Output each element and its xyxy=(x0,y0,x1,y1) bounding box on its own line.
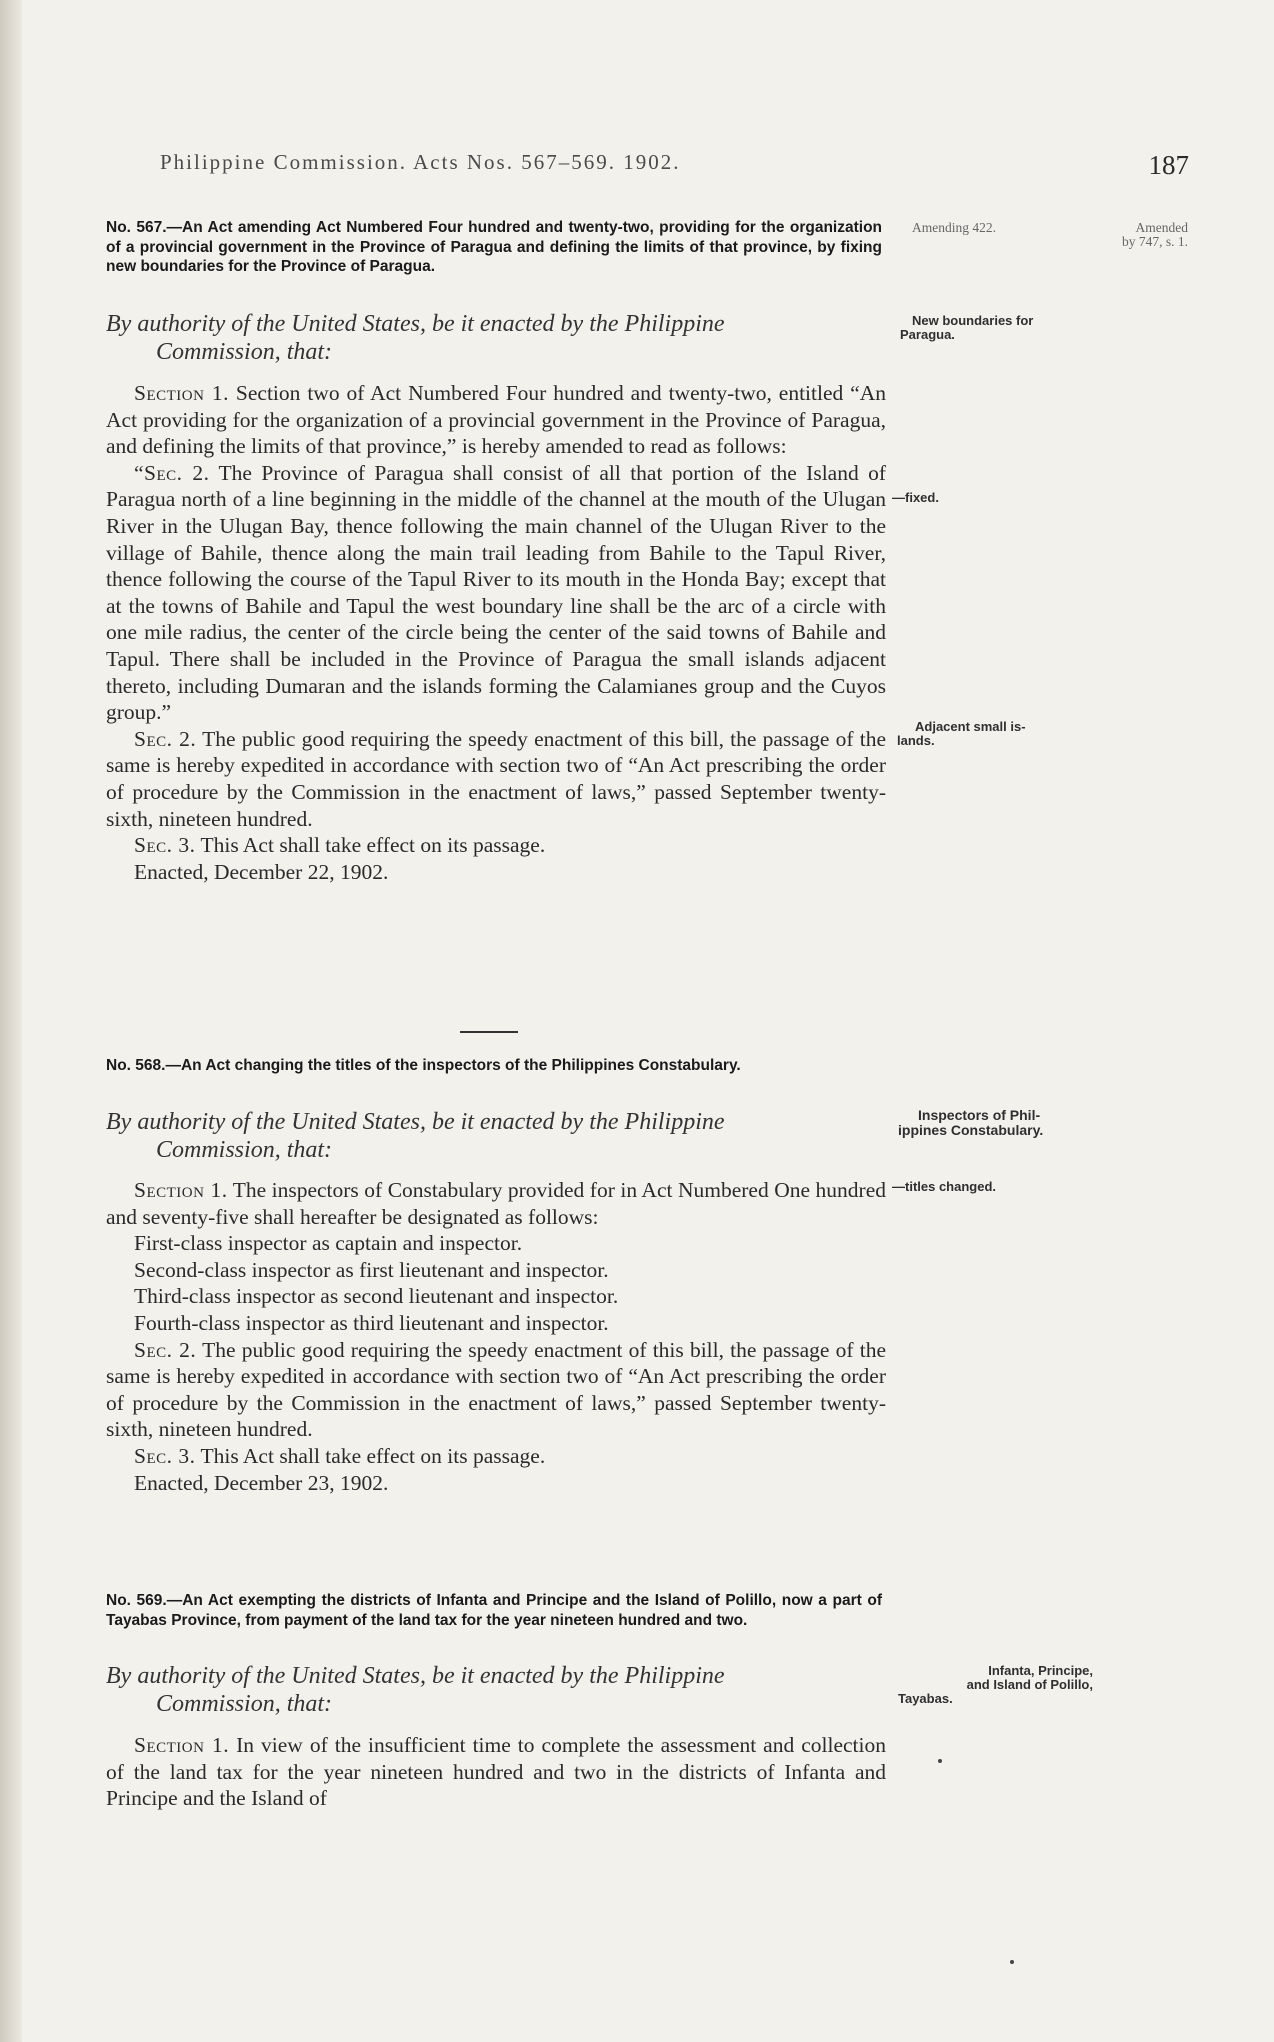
binding-gutter xyxy=(0,0,22,2042)
margin-note-infanta-line-3: Tayabas. xyxy=(898,1691,953,1706)
act-568-section-3 xyxy=(106,1443,886,1470)
margin-note-infanta-line-1: Infanta, Principe, xyxy=(988,1663,1093,1678)
act-567-enacting-clause xyxy=(106,310,886,366)
act-569-number: No. 569. xyxy=(106,1592,167,1609)
act-568-title xyxy=(106,1056,882,1076)
scan-speck xyxy=(938,1759,942,1763)
section-text: Section two of Act Numbered Four hundred and twenty-two, entitled “An Act providing for the organization of a provincial government in the Province of Paragua, and defining the limits of that province,” is hereby amended to read as follows: xyxy=(106,381,887,459)
designation-item: Third-class inspector as second lieutenant and inspector. xyxy=(134,1284,619,1309)
act-567-title xyxy=(106,218,882,277)
section-label: “Sec. 2. xyxy=(134,460,210,485)
margin-note-boundaries-line-2: Paragua. xyxy=(900,327,955,342)
margin-note-new-boundaries xyxy=(900,314,1033,342)
section-divider xyxy=(460,1031,518,1033)
running-head: Philippine Commission. Acts Nos. 567–569. 1902. xyxy=(160,150,681,174)
section-label: Sec. 2. xyxy=(134,1337,197,1362)
designation-item: First-class inspector as captain and inspector. xyxy=(134,1231,523,1256)
margin-note-adjacent-islands xyxy=(897,720,1026,748)
page-number: 187 xyxy=(1148,150,1189,180)
section-text: The Province of Paragua shall consist of all that portion of the Island of Paragua north of a line beginning in the middle of the channel at the mouth of the Ulugan River in the Ulugan Bay, thence following the main channel of the Ulugan River to the village of Bahile, thence along the main trail leading from Bahile to the Tapul River, thence following the course of the Tapul River to its mouth in the Honda Bay; except that at the towns of Bahile and Tapul the west boundary line shall be the arc of a circle with one mile radius, the center of the circle being the center of the said towns of Bahile and Tapul. There shall be included in the Province of Paragua the small islands adjacent thereto, including Dumaran and the islands forming the Calamianes group and the Cuyos group.” xyxy=(106,460,887,725)
margin-note-amended-line-2: by 747, s. 1. xyxy=(1121,234,1188,249)
section-label: Sec. 3. xyxy=(134,1443,196,1468)
margin-note-amended xyxy=(1100,221,1188,249)
section-label: Section 1. xyxy=(134,381,229,405)
enacting-line-2: Commission, that: xyxy=(156,339,333,365)
margin-note-infanta-line-2: and Island of Polillo, xyxy=(966,1677,1093,1692)
act-568-section-2 xyxy=(106,1337,886,1443)
enacting-line-2: Commission, that: xyxy=(156,1137,333,1163)
section-text: This Act shall take effect on its passage. xyxy=(195,1443,546,1468)
act-569-title xyxy=(106,1591,882,1630)
act-567-section-2 xyxy=(106,726,886,832)
act-567-quoted-section-2 xyxy=(106,460,886,726)
act-569-section-1 xyxy=(106,1732,886,1812)
enacting-line-1: By authority of the United States, be it enacted by the Philippine xyxy=(106,1109,725,1135)
margin-note-titles-changed: —titles changed. xyxy=(892,1179,997,1194)
margin-note-inspectors xyxy=(898,1108,1043,1138)
enacting-line-1: By authority of the United States, be it enacted by the Philippine xyxy=(106,1663,725,1689)
act-569-body xyxy=(106,1732,886,1812)
section-label: Sec. 3. xyxy=(134,833,196,858)
margin-note-adjacent-line-2: lands. xyxy=(897,733,935,748)
section-text: The public good requiring the speedy enactment of this bill, the passage of the same is hereby expedited in accordance with section two of “An Act prescribing the order of procedure by the Commission in the enactment of laws,” passed September twenty-sixth, nineteen hundred. xyxy=(106,726,887,831)
act-568-enacted-date: Enacted, December 23, 1902. xyxy=(134,1470,389,1495)
section-text: The public good requiring the speedy enactment of this bill, the passage of the same is hereby expedited in accordance with section two of “An Act prescribing the order of procedure by the Commission in the enactment of laws,” passed September twenty-sixth, nineteen hundred. xyxy=(106,1337,887,1442)
designation-item: Second-class inspector as first lieutenant and inspector. xyxy=(134,1257,609,1282)
margin-note-inspectors-line-2: ippines Constabulary. xyxy=(898,1122,1044,1138)
margin-note-boundaries-line-1: New boundaries for xyxy=(912,313,1034,328)
scan-speck xyxy=(1010,1960,1014,1964)
enacting-line-1: By authority of the United States, be it enacted by the Philippine xyxy=(106,311,725,337)
section-label: Section 1. xyxy=(134,1178,228,1202)
margin-note-inspectors-line-1: Inspectors of Phil- xyxy=(918,1107,1041,1123)
act-568-body xyxy=(106,1177,886,1496)
enacting-line-2: Commission, that: xyxy=(156,1691,333,1717)
act-567-section-1 xyxy=(106,380,886,460)
act-568-section-1 xyxy=(106,1177,886,1230)
act-567-number: No. 567. xyxy=(106,219,167,236)
section-text: The inspectors of Constabulary provided for in Act Numbered One hundred and seventy-five shall hereafter be designated as follows: xyxy=(106,1178,886,1229)
act-569-title-text: —An Act exempting the districts of Infanta and Principe and the Island of Polillo, now a part of Tayabas Province, from payment of the land tax for the year nineteen hundred and two. xyxy=(106,1592,882,1629)
act-567-section-3 xyxy=(106,832,886,859)
act-568-enacting-clause xyxy=(106,1108,886,1164)
margin-note-adjacent-line-1: Adjacent small is- xyxy=(915,719,1026,734)
act-567-body xyxy=(106,380,886,885)
act-569-enacting-clause xyxy=(106,1662,886,1718)
act-568-title-text: —An Act changing the titles of the inspectors of the Philippines Constabulary. xyxy=(165,1057,741,1074)
section-text: This Act shall take effect on its passage. xyxy=(195,833,546,858)
section-text: In view of the insufficient time to complete the assessment and collection of the land tax for the year nineteen hundred and two in the districts of Infanta and Principe and the Island of xyxy=(106,1733,887,1811)
act-567-title-text: —An Act amending Act Numbered Four hundred and twenty-two, providing for the organization of a provincial government in the Province of Paragua and defining the limits of that province, by fixing new boundaries for the Province of Paragua. xyxy=(106,219,883,275)
margin-note-amending: Amending 422. xyxy=(912,220,996,235)
margin-note-amended-line-1: Amended xyxy=(1135,220,1188,235)
margin-note-infanta xyxy=(898,1664,1093,1706)
act-568-number: No. 568. xyxy=(106,1057,166,1074)
designation-item: Fourth-class inspector as third lieutenant and inspector. xyxy=(134,1310,609,1335)
act-567-enacted-date: Enacted, December 22, 1902. xyxy=(134,859,389,884)
section-label: Section 1. xyxy=(134,1733,230,1757)
section-label: Sec. 2. xyxy=(134,726,197,751)
margin-note-fixed: —fixed. xyxy=(892,490,939,505)
